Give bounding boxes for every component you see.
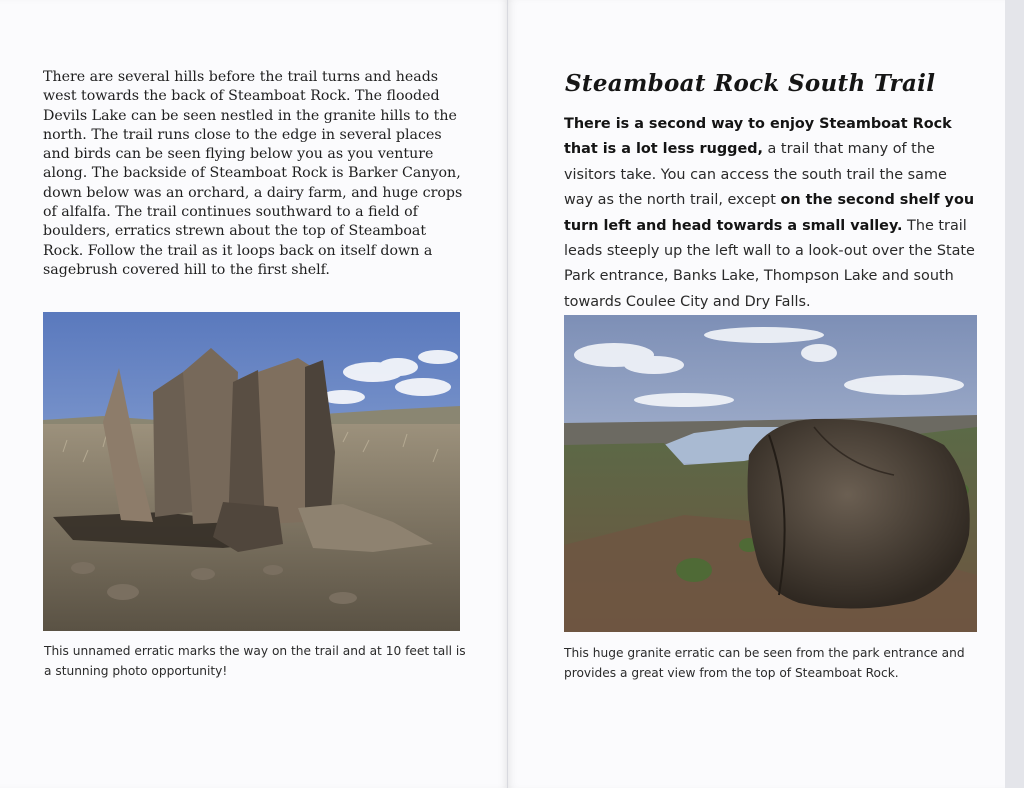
left-photo-caption: This unnamed erratic marks the way on the trail and at 10 feet tall is a stunning photo opportunity!: [44, 644, 466, 678]
bold-phrase-1: There is a second way to enjoy Steamboat Rock that is a lot less rugged,: [564, 116, 952, 158]
left-body-text: There are several hills before the trail turns and heads west towards the back of Steamboat Rock. The flooded Devils Lake can be seen nestled in the granite hills to the north. The trail runs close to the edge in several places and birds can be seen flying below you as you venture along. The backside of Steamboat Rock is Barker Canyon, down below was an orchard, a dairy farm, and huge crops of alfalfa. The trail continues southward to a field of boulders, erratics strewn about the top of Steamboat Rock. Follow the trail as it loops back on itself down a sagebrush covered hill to the first shelf.: [43, 69, 463, 278]
granite-erratic-photo: [564, 315, 977, 632]
page-edge: [1005, 0, 1024, 788]
page-title: Steamboat Rock South Trail: [565, 70, 936, 97]
text-phrase-2: The trail leads steeply up the left wall to a look-out over the State Park entrance, Banks Lake, Thompson Lake and south towards Coulee City and Dry Falls.: [564, 217, 975, 310]
right-photo-caption: This huge granite erratic can be seen from the park entrance and provides a great view from the top of Steamboat Rock.: [564, 646, 965, 680]
left-page: [0, 0, 508, 788]
south-trail-paragraph: [564, 112, 976, 315]
erratic-rocks-photo: [43, 312, 460, 631]
text-phrase-1: a trail that many of the visitors take. You can access the south trail the same way as the north trail, except: [564, 141, 947, 209]
bold-phrase-2: on the second shelf you turn left and head towards a small valley.: [564, 192, 975, 234]
